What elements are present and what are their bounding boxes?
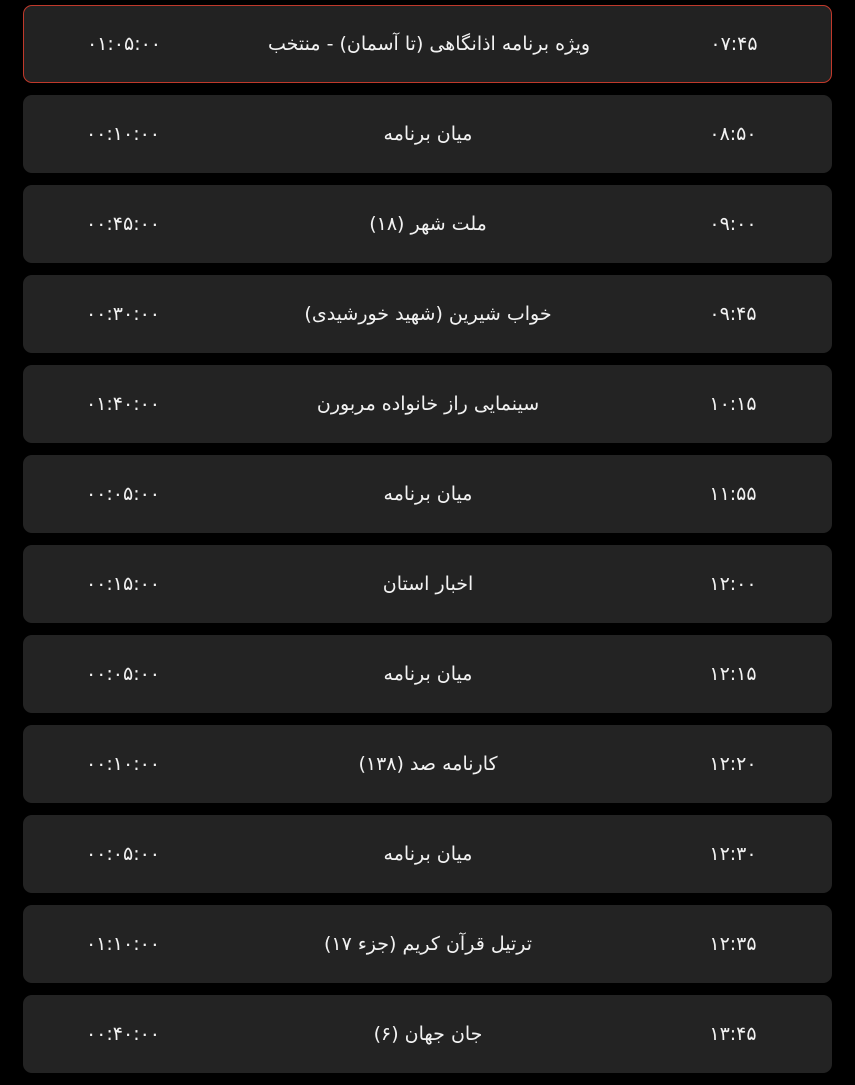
program-start-time: ۱۳:۴۵ bbox=[709, 1023, 757, 1045]
program-title: اخبار استان bbox=[382, 573, 474, 595]
schedule-row[interactable] bbox=[23, 365, 832, 443]
schedule-row-current[interactable] bbox=[23, 5, 832, 83]
program-title: میان برنامه bbox=[383, 663, 473, 685]
program-start-time: ۰۹:۴۵ bbox=[709, 303, 757, 325]
program-duration: ۰۰:۰۵:۰۰ bbox=[85, 663, 161, 685]
program-start-time: ۰۹:۰۰ bbox=[709, 213, 757, 235]
schedule-row[interactable] bbox=[23, 725, 832, 803]
program-title: سینمایی راز خانواده مربورن bbox=[316, 393, 540, 415]
program-start-time: ۱۱:۵۵ bbox=[709, 483, 757, 505]
schedule-row[interactable] bbox=[23, 995, 832, 1073]
program-title: میان برنامه bbox=[383, 483, 473, 505]
schedule-row[interactable] bbox=[23, 95, 832, 173]
program-duration: ۰۰:۳۰:۰۰ bbox=[85, 303, 161, 325]
program-duration: ۰۰:۴۰:۰۰ bbox=[85, 1023, 161, 1045]
program-duration: ۰۰:۱۰:۰۰ bbox=[85, 753, 161, 775]
program-duration: ۰۰:۱۵:۰۰ bbox=[85, 573, 161, 595]
schedule-row[interactable] bbox=[23, 455, 832, 533]
program-title: کارنامه صد (۱۳۸) bbox=[358, 753, 498, 775]
program-start-time: ۰۷:۴۵ bbox=[710, 33, 758, 55]
program-duration: ۰۱:۴۰:۰۰ bbox=[85, 393, 161, 415]
program-start-time: ۱۰:۱۵ bbox=[709, 393, 757, 415]
program-start-time: ۰۸:۵۰ bbox=[709, 123, 757, 145]
program-duration: ۰۱:۰۵:۰۰ bbox=[86, 33, 162, 55]
program-duration: ۰۰:۰۵:۰۰ bbox=[85, 483, 161, 505]
program-duration: ۰۱:۱۰:۰۰ bbox=[85, 933, 161, 955]
program-title: ویژه برنامه اذانگاهی (تا آسمان) - منتخب bbox=[267, 33, 591, 55]
program-title: میان برنامه bbox=[383, 123, 473, 145]
program-duration: ۰۰:۱۰:۰۰ bbox=[85, 123, 161, 145]
schedule-row[interactable] bbox=[23, 905, 832, 983]
program-start-time: ۱۲:۳۵ bbox=[709, 933, 757, 955]
program-duration: ۰۰:۰۵:۰۰ bbox=[85, 843, 161, 865]
program-duration: ۰۰:۴۵:۰۰ bbox=[85, 213, 161, 235]
program-title: ملت شهر (۱۸) bbox=[369, 213, 487, 235]
schedule-row[interactable] bbox=[23, 815, 832, 893]
program-start-time: ۱۲:۲۰ bbox=[709, 753, 757, 775]
schedule-list bbox=[23, 5, 832, 1085]
program-title: خواب شیرین (شهید خورشیدی) bbox=[304, 303, 552, 325]
program-title: ترتیل قرآن کریم (جزء ۱۷) bbox=[323, 933, 533, 955]
program-title: جان جهان (۶) bbox=[373, 1023, 483, 1045]
program-start-time: ۱۲:۱۵ bbox=[709, 663, 757, 685]
schedule-row[interactable] bbox=[23, 635, 832, 713]
schedule-row[interactable] bbox=[23, 545, 832, 623]
program-start-time: ۱۲:۰۰ bbox=[709, 573, 757, 595]
program-start-time: ۱۲:۳۰ bbox=[709, 843, 757, 865]
schedule-row[interactable] bbox=[23, 185, 832, 263]
program-title: میان برنامه bbox=[383, 843, 473, 865]
schedule-row[interactable] bbox=[23, 275, 832, 353]
